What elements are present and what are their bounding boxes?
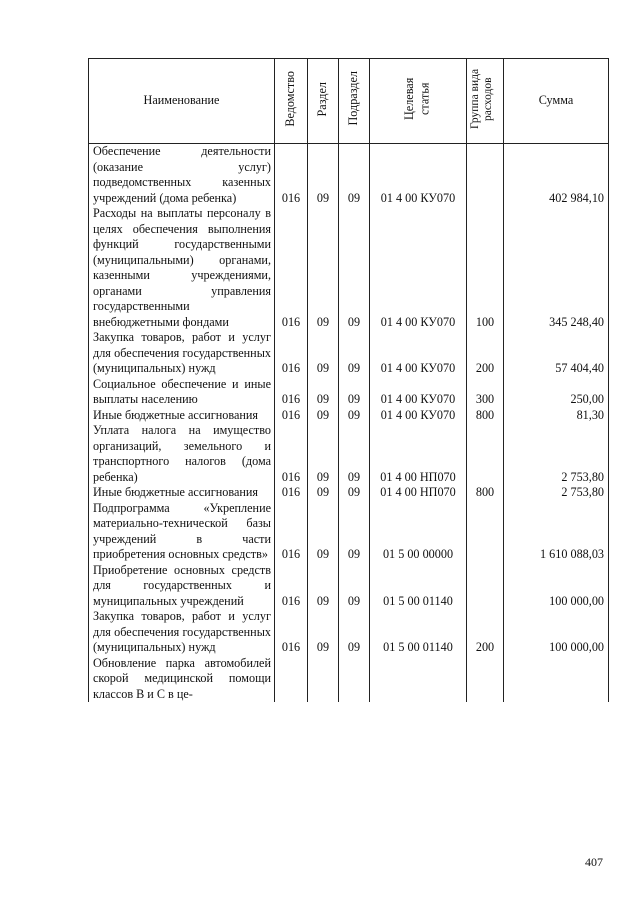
row-amount: 2 753,80 (504, 485, 609, 501)
row-section: 09 (308, 144, 339, 207)
row-department (275, 656, 308, 703)
row-name: Расходы на выплаты персоналу в целях обеспечения выполнения функций государственными (муниципальными) органами, казенными учреждениями, органами управления государственными внебюджетными фондами (89, 206, 275, 330)
row-expense-group: 300 (467, 377, 504, 408)
header-target-item: Целевая статья (370, 59, 467, 144)
row-amount: 250,00 (504, 377, 609, 408)
table-row (89, 377, 609, 408)
row-target-item: 01 4 00 КУ070 (370, 330, 467, 377)
row-name: Закупка товаров, работ и услуг для обеспечения государственных (муниципальных) нужд (89, 609, 275, 656)
row-subsection: 09 (339, 423, 370, 485)
header-department: Ведомство (275, 59, 308, 144)
row-department: 016 (275, 609, 308, 656)
header-name: Наименование (89, 59, 275, 144)
row-expense-group (467, 656, 504, 703)
table-row (89, 330, 609, 377)
row-section: 09 (308, 206, 339, 330)
row-section: 09 (308, 501, 339, 563)
row-name: Закупка товаров, работ и услуг для обеспечения государственных (муниципальных) нужд (89, 330, 275, 377)
row-department: 016 (275, 563, 308, 610)
row-expense-group (467, 563, 504, 610)
row-name: Уплата налога на имущество организаций, земельного и транспортного налогов (дома ребенка) (89, 423, 275, 485)
header-expense-group: Группа вида расходов (467, 59, 504, 144)
row-subsection: 09 (339, 330, 370, 377)
row-department: 016 (275, 423, 308, 485)
row-department: 016 (275, 485, 308, 501)
row-name: Подпрограмма «Укрепление материально-технической базы учреждений в части приобретения основных средств» (89, 501, 275, 563)
row-amount: 345 248,40 (504, 206, 609, 330)
row-section: 09 (308, 609, 339, 656)
row-section: 09 (308, 408, 339, 424)
table-row (89, 501, 609, 563)
table-row (89, 563, 609, 610)
row-section: 09 (308, 563, 339, 610)
row-department: 016 (275, 206, 308, 330)
row-amount: 100 000,00 (504, 609, 609, 656)
row-department: 016 (275, 330, 308, 377)
table-row (89, 423, 609, 485)
header-amount: Сумма (504, 59, 609, 144)
row-subsection: 09 (339, 609, 370, 656)
row-expense-group: 800 (467, 408, 504, 424)
row-section: 09 (308, 423, 339, 485)
row-target-item: 01 4 00 КУ070 (370, 377, 467, 408)
table-header (89, 59, 609, 144)
row-expense-group: 200 (467, 609, 504, 656)
table-row (89, 408, 609, 424)
row-department: 016 (275, 144, 308, 207)
header-section: Раздел (308, 59, 339, 144)
row-name: Иные бюджетные ассигнования (89, 408, 275, 424)
table-row (89, 206, 609, 330)
row-expense-group (467, 423, 504, 485)
row-subsection: 09 (339, 501, 370, 563)
row-subsection: 09 (339, 377, 370, 408)
row-amount: 57 404,40 (504, 330, 609, 377)
row-amount: 1 610 088,03 (504, 501, 609, 563)
table-row (89, 656, 609, 703)
row-amount: 81,30 (504, 408, 609, 424)
row-target-item: 01 4 00 КУ070 (370, 144, 467, 207)
table-row (89, 485, 609, 501)
row-subsection: 09 (339, 485, 370, 501)
row-expense-group: 800 (467, 485, 504, 501)
row-department: 016 (275, 501, 308, 563)
page-number: 407 (585, 855, 603, 869)
row-expense-group (467, 144, 504, 207)
row-department: 016 (275, 377, 308, 408)
row-name: Иные бюджетные ассигнования (89, 485, 275, 501)
table-row (89, 609, 609, 656)
row-section (308, 656, 339, 703)
row-target-item (370, 656, 467, 703)
row-target-item: 01 5 00 01140 (370, 609, 467, 656)
row-target-item: 01 5 00 01140 (370, 563, 467, 610)
row-target-item: 01 4 00 КУ070 (370, 206, 467, 330)
table-row (89, 144, 609, 207)
row-target-item: 01 4 00 НП070 (370, 423, 467, 485)
row-amount: 2 753,80 (504, 423, 609, 485)
row-section: 09 (308, 485, 339, 501)
header-subsection: Подраздел (339, 59, 370, 144)
row-target-item: 01 4 00 КУ070 (370, 408, 467, 424)
row-amount (504, 656, 609, 703)
row-subsection: 09 (339, 206, 370, 330)
row-target-item: 01 4 00 НП070 (370, 485, 467, 501)
table-body (89, 144, 609, 703)
row-department: 016 (275, 408, 308, 424)
row-name: Социальное обеспечение и иные выплаты населению (89, 377, 275, 408)
row-amount: 402 984,10 (504, 144, 609, 207)
row-name: Обеспечение деятельности (оказание услуг) подведомственных казенных учреждений (дома ребенка) (89, 144, 275, 207)
budget-table (88, 58, 609, 702)
row-name: Приобретение основных средств для государственных и муниципальных учреждений (89, 563, 275, 610)
row-expense-group (467, 501, 504, 563)
row-subsection: 09 (339, 144, 370, 207)
row-target-item: 01 5 00 00000 (370, 501, 467, 563)
row-name: Обновление парка автомобилей скорой медицинской помощи классов В и С в це- (89, 656, 275, 703)
row-section: 09 (308, 377, 339, 408)
row-amount: 100 000,00 (504, 563, 609, 610)
row-expense-group: 200 (467, 330, 504, 377)
row-expense-group: 100 (467, 206, 504, 330)
row-subsection (339, 656, 370, 703)
row-subsection: 09 (339, 563, 370, 610)
row-subsection: 09 (339, 408, 370, 424)
row-section: 09 (308, 330, 339, 377)
